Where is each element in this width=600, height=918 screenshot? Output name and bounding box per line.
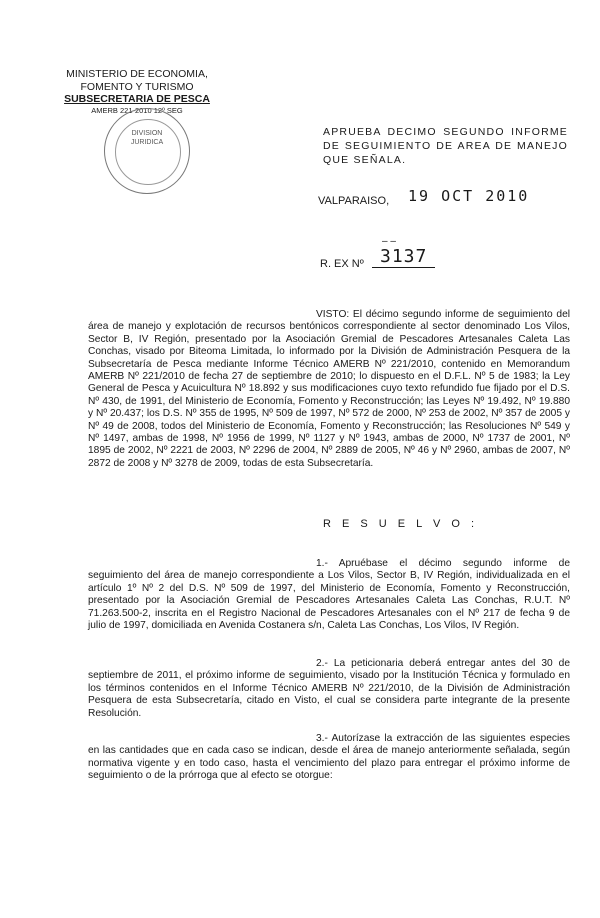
subsecretaria-name: SUBSECRETARIA DE PESCA xyxy=(64,93,210,105)
place-and-date xyxy=(318,187,530,207)
item-1 xyxy=(88,558,570,632)
ministry-name: MINISTERIO DE ECONOMIA, xyxy=(66,68,208,80)
date-stamp: 19 OCT 2010 xyxy=(408,187,530,205)
seal-line-2: JURIDICA xyxy=(130,139,164,146)
letterhead xyxy=(58,68,216,115)
seal-text xyxy=(105,129,189,147)
ministry-name-2: FOMENTO Y TURISMO xyxy=(80,80,194,93)
visto-paragraph xyxy=(88,309,570,470)
item-2-text: 2.- La peticionaria deberá entregar antes del 30 de septiembre de 2011, el próximo informe de seguimiento, visado por la Institución Técnica y formulado en los términos contenidos en el Informe Técnico AMERB Nº 221/2010, de la División de Administración Pesquera de esta Subsecretaría, citado en Visto, el cual se considera parte integrante de la presente Resolución. xyxy=(88,658,570,719)
resolution-dash: – – xyxy=(382,236,396,247)
item-3-text: 3.- Autorízase la extracción de las siguientes especies en las cantidades que en cada caso se indican, desde el área de manejo anteriormente señalada, según normativa vigente y en todo caso, hasta el vencimiento del plazo para entregar el próximo informe de seguimiento o de la prórroga que al efecto se otorgue: xyxy=(88,733,570,782)
item-3 xyxy=(88,733,570,783)
resolution-number-block xyxy=(320,236,428,270)
seal-line-1: DIVISION xyxy=(131,130,163,137)
item-2 xyxy=(88,658,570,720)
item-1-text: 1.- Apruébase el décimo segundo informe de seguimiento del área de manejo correspondiente a Los Vilos, Sector B, IV Región, individualizada en el artículo 1º Nº 2 del D.S. Nº 509 de 1997, del Ministerio de Economía, Fomento y Reconstrucción, presentado por la Asociación Gremial de Pescadores Artesanales Caleta Las Conchas, R.U.T. Nº 71.263.500-2, inscrita en el Registro Nacional de Pescadores Artesanales con el Nº 217 de fecha 9 de julio de 1997, domiciliada en Avenida Costanera s/n, Caleta Las Conchas, Los Vilos, IV Región. xyxy=(88,558,570,632)
official-seal xyxy=(104,108,190,194)
visto-text: VISTO: El décimo segundo informe de seguimiento del área de manejo y explotación de recursos bentónicos correspondiente al sector denominado Los Vilos, Sector B, IV Región, presentado por la Asociación Gremial de Pescadores Artesanales Caleta Las Conchas, visado por Biteoma Limitada, lo informado por la División de Administración Pesquera de la Subsecretaría de Pesca mediante Informe Técnico AMERB Nº 221/2010, contenido en Memorandum AMERB Nº 221/2010 de fecha 27 de septiembre de 2010; lo dispuesto en el D.F.L. Nº 5 de 1983; la Ley General de Pesca y Acuicultura Nº 18.892 y sus modificaciones cuyo texto refundido fue fijado por el D.S. Nº 430, de 1991, del Ministerio de Economía, Fomento y Reconstrucción; las Leyes Nº 19.492, Nº 19.880 y Nº 20.437; los D.S. Nº 355 de 1995, Nº 509 de 1997, Nº 572 de 2000, Nº 253 de 2002, Nº 357 de 2005 y Nº 49 de 2008, todos del Ministerio de Economía, Fomento y Reconstrucción; las Resoluciones Nº 549 y Nº 1497, ambas de 1998, Nº 1956 de 1999, Nº 1127 y Nº 1943, ambas de 2000, Nº 1737 de 2001, Nº 1895 de 2002, Nº 2221 de 2003, Nº 2296 de 2004, Nº 2889 de 2005, Nº 46 y Nº 2960, ambas de 2007, Nº 2872 de 2008 y Nº 3278 de 2009, todas de esta Subsecretaría. xyxy=(88,309,570,469)
resolution-subject: APRUEBA DECIMO SEGUNDO INFORME DE SEGUIMIENTO DE AREA DE MANEJO QUE SEÑALA. xyxy=(323,126,568,166)
resolution-label: R. EX Nº xyxy=(320,258,364,270)
resolution-number: 3137 xyxy=(372,246,435,268)
reference-code: AMERB 221-2010 12º SEG xyxy=(91,105,183,115)
city: VALPARAISO, xyxy=(318,195,390,207)
resuelvo-heading: R E S U E L V O : xyxy=(323,518,479,530)
